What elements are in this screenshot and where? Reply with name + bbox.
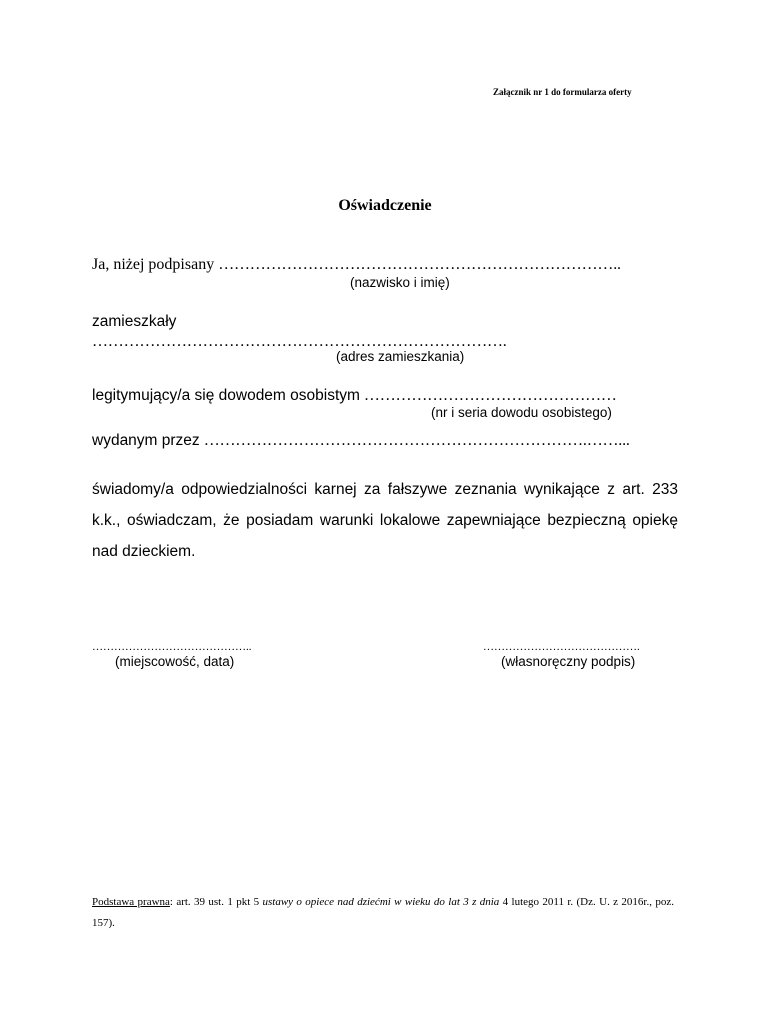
id-card-line: [92, 387, 617, 405]
residence-caption: (adres zamieszkania): [336, 349, 465, 364]
attachment-note: Załącznik nr 1 do formularza oferty: [493, 87, 632, 97]
place-date-caption: (miejscowość, data): [115, 654, 235, 669]
residence-label: zamieszkały: [92, 313, 177, 330]
signatory-label: Ja, niżej podpisany: [92, 256, 215, 273]
signatory-caption: (nazwisko i imię): [350, 275, 450, 290]
issued-by-field: ……………………………………………………………….……...: [203, 432, 630, 449]
legal-basis-label: Podstawa prawna: [92, 896, 170, 908]
id-card-label: legitymujący/a się dowodem osobistym: [92, 387, 360, 404]
declaration-text: świadomy/a odpowiedzialności karnej za fałszywe zeznania wynikające z art. 233 k.k., oświadczam, że posiadam warunki lokalowe zapewniające bezpieczną opiekę nad dzieckiem.: [92, 481, 678, 560]
place-date-field: ……………………………………..: [92, 641, 252, 653]
legal-basis-text-2: 4 lutego 2011 r. (Dz. U. z 2016r., poz. 157).: [92, 896, 674, 929]
issued-by-line: [92, 432, 630, 450]
signature-caption: (własnoręczny podpis): [501, 654, 636, 669]
legal-basis: [92, 892, 674, 934]
signature-field: …………………………………….: [483, 641, 640, 653]
signatory-line: [92, 256, 621, 274]
id-card-caption: (nr i seria dowodu osobistego): [431, 405, 612, 420]
residence-field: …………………………………………………………………….: [92, 333, 507, 350]
signatory-field: …………………………………………………………………..: [218, 256, 621, 273]
id-card-field: …………………………………………: [363, 387, 617, 404]
page-title: Oświadczenie: [338, 197, 432, 214]
legal-basis-act-name: ustawy o opiece nad dziećmi w wieku do lat 3 z dnia: [262, 896, 500, 908]
legal-basis-text-1: : art. 39 ust. 1 pkt 5: [169, 896, 263, 908]
issued-by-label: wydanym przez: [92, 432, 200, 449]
